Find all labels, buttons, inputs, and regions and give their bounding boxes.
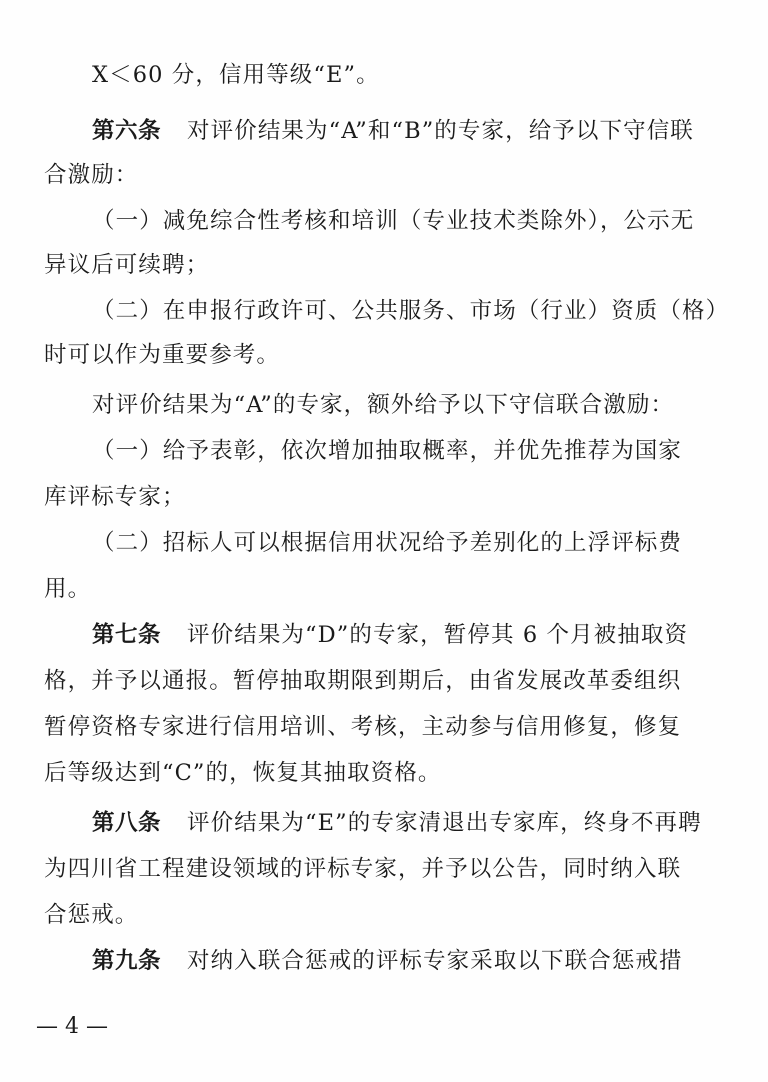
page-number: — 4 — (36, 1014, 108, 1039)
text-line: 时可以作为重要参考。 (44, 342, 281, 368)
text-line: 异议后可续聘； (44, 252, 210, 278)
article-6-line: 第六条 对评价结果为“A”和“B”的专家，给予以下守信联 (92, 118, 694, 144)
text-line: 合惩戒。 (44, 902, 139, 928)
text-line: （二）在申报行政许可、公共服务、市场（行业）资质（格） (92, 298, 730, 324)
text-line: 格，并予以通报。暂停抽取期限到期后，由省发展改革委组织 (44, 668, 682, 694)
text-line: 后等级达到“C”的，恢复其抽取资格。 (44, 760, 442, 786)
text-line: 库评标专家； (44, 484, 186, 510)
article-9-line: 第九条 对纳入联合惩戒的评标专家采取以下联合惩戒措 (92, 948, 683, 974)
text-line: X＜60 分，信用等级“E”。 (92, 62, 380, 88)
text-line: （一）给予表彰，依次增加抽取概率，并优先推荐为国家 (92, 438, 683, 464)
article-heading: 第七条 (92, 622, 162, 648)
text-line: 暂停资格专家进行信用培训、考核，主动参与信用修复，修复 (44, 714, 682, 740)
article-heading: 第九条 (92, 948, 162, 974)
text-line: 为四川省工程建设领域的评标专家，并予以公告，同时纳入联 (44, 856, 682, 882)
text-line: 用。 (44, 576, 92, 602)
text-line: （二）招标人可以根据信用状况给予差别化的上浮评标费 (92, 530, 683, 556)
text-line: 合激励： (44, 162, 139, 188)
article-heading: 第八条 (92, 810, 162, 836)
article-7-line: 第七条 评价结果为“D”的专家，暂停其 6 个月被抽取资 (92, 622, 689, 648)
article-8-line: 第八条 评价结果为“E”的专家清退出专家库，终身不再聘 (92, 810, 702, 836)
article-heading: 第六条 (92, 118, 162, 144)
text-line: 对评价结果为“A”的专家，额外给予以下守信联合激励： (92, 392, 675, 418)
text-line: （一）减免综合性考核和培训（专业技术类除外），公示无 (92, 208, 695, 234)
